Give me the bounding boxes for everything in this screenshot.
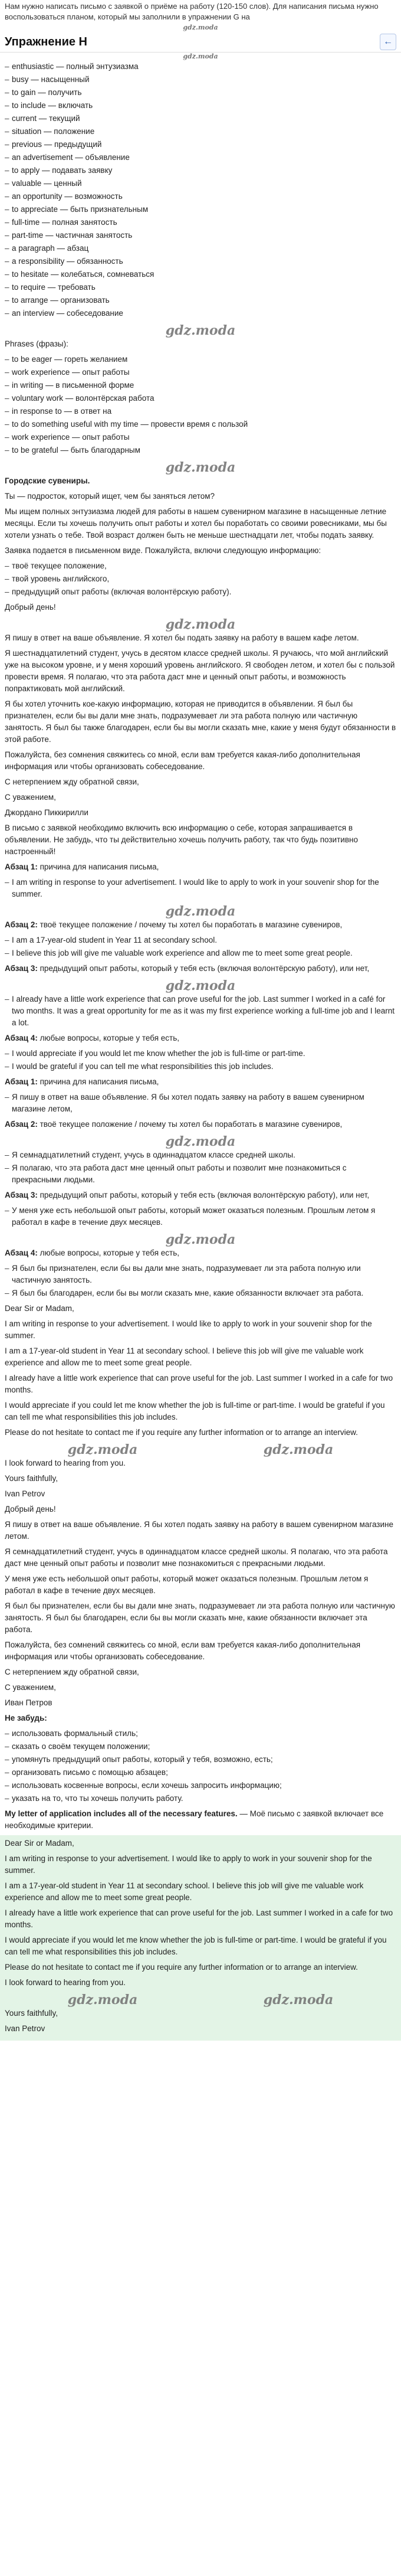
ad-text: Мы ищем полных энтузиазма людей для работы в нашем сувенирном магазине в насыщенные летние месяцы. Если ты хочешь получить опыт работы и хотел бы поработать со своими ровесниками, мы бы хотели узнать о тебе. Твой возраст должен быть не меньше шестнадцати лет, чтобы подать заявку. [5,507,387,540]
ad-text: Ты — подросток, который ищет, чем бы заняться летом? [5,492,215,501]
paragraph: I would appreciate if you would let me know whether the job is full-time or part-time. I would be grateful if you can tell me what responsibilities this job includes. [5,1936,387,1956]
list-item: – situation — положение [5,126,396,138]
list-item: – I already have a little work experience that can prove useful for the job. Last summer I worked in a café for two months. It was a great opportunity for me as it was my first experience working a full-time job and I learnt a lot. [5,993,396,1029]
list-item: – work experience — опыт работы [5,431,396,443]
final-check: My letter of application includes all of the necessary features. — Моё письмо с заявкой включает все необходимые критерии. [5,1809,384,1830]
paragraph-plan: Абзац 2: твоё текущее положение / почему ты хотел бы поработать в магазине сувениров, [5,920,343,929]
list-item: – сказать о своём текущем положении; [5,1741,396,1753]
list-item: – to gain — получить [5,87,396,99]
list-item: – Я был бы благодарен, если бы вы могли сказать мне, какие обязанности включает эта работа. [5,1287,396,1299]
paragraph: Dear Sir or Madam, [5,1839,74,1848]
watermark: gdz.moda [165,978,236,993]
paragraph: Ivan Petrov [5,2024,45,2033]
watermark: gdz.moda gdz.moda [67,1992,334,2008]
paragraph: I already have a little work experience that can prove useful for the job. Last summer I worked in a cafe for two months. [5,1908,393,1929]
list-item: – Я был бы признателен, если бы вы дали мне знать, подразумевает ли эта работа полную или частичную занятость. [5,1263,396,1286]
list-item: – to be grateful — быть благодарным [5,444,396,456]
paragraph: Yours faithfully, [5,2009,58,2018]
list-item: – to arrange — организовать [5,295,396,306]
paragraph-plan: Абзац 4: любые вопросы, которые у тебя есть, [5,1248,179,1257]
list-item: – использовать формальный стиль; [5,1728,396,1740]
ad-title: Городские сувениры. [5,476,90,485]
paragraph-plan: Абзац 4: любые вопросы, которые у тебя есть, [5,1034,179,1042]
watermark: gdz.moda [165,617,236,632]
paragraph: Я шестнадцатилетний студент, учусь в десятом классе средней школы. Я ручаюсь, что мой английский уже на высоком уровне, и у меня хороший уровень английского. Я свободен летом, и хотел бы с пользой провести время. Я полагаю, что эта работа даст мне и ценный опыт работы, и возможность попрактиковать мой английский. [5,649,395,693]
list-item: – full-time — полная занятость [5,217,396,228]
list-item: – I believe this job will give me valuable work experience and allow me to meet some great people. [5,947,396,959]
list-item: – a responsibility — обязанность [5,256,396,267]
paragraph: С уважением, [5,793,56,802]
final-letter [0,1835,401,2041]
watermark: gdz.moda gdz.moda [67,1442,334,1457]
paragraph: I am writing in response to your advertisement. I would like to apply to work in your souvenir shop for the summer. [5,1854,372,1875]
list-item: – to include — включать [5,100,396,112]
paragraph: Please do not hesitate to contact me if you require any further information or to arrange an interview. [5,1963,358,1972]
list-item: – Я семнадцатилетний студент, учусь в одиннадцатом классе средней школы. [5,1149,396,1161]
list-item: – to be eager — гореть желанием [5,354,396,365]
list-item: – to require — требовать [5,282,396,293]
list-item: – Я полагаю, что эта работа даст мне ценный опыт работы и позволит мне познакомиться с прекрасными людьми. [5,1162,396,1186]
list-item: – in response to — в ответ на [5,406,396,417]
list-item: – Я пишу в ответ на ваше объявление. Я бы хотел подать заявку на работу в вашем сувенирном магазине летом, [5,1091,396,1115]
watermark: gdz.moda [183,24,218,31]
list-item: – У меня уже есть небольшой опыт работы, который может оказаться полезным. Прошлым летом я работал в кафе в течение двух месяцев. [5,1205,396,1228]
list-item: – valuable — ценный [5,178,396,189]
list-item: – part-time — частичная занятость [5,230,396,241]
list-item: – предыдущий опыт работы (включая волонтёрскую работу). [5,586,396,598]
list-item: – упомянуть предыдущий опыт работы, который у тебя, возможно, есть; [5,1754,396,1766]
phrases-list [5,354,396,456]
list-item: – enthusiastic — полный энтузиазма [5,61,396,73]
paragraph: Иван Петров [5,1698,52,1707]
list-item: – an interview — собеседование [5,308,396,319]
list-item: – in writing — в письменной форме [5,380,396,391]
paragraph: I would appreciate if you could let me know whether the job is full-time or part-time. I would be grateful if you can tell me what responsibilities this job includes. [5,1401,385,1421]
watermark: gdz.moda [183,53,218,60]
list-item: – указать на то, что ты хочешь получить работу. [5,1793,396,1804]
paragraph: С нетерпением жду обратной связи, [5,777,139,786]
paragraph: Я был бы признателен, если бы вы дали мне знать, подразумевает ли эта работа полную или частичную занятость. Я был бы благодарен, если бы вы могли сказать мне, какие обязанности включает эта работа. [5,1601,395,1634]
list-item: – current — текущий [5,113,396,125]
list-item: – previous — предыдущий [5,139,396,151]
paragraph: Джордано Пиккирилли [5,808,88,817]
content [0,53,401,2041]
paragraph: I look forward to hearing from you. [5,1459,126,1467]
reminder-list [5,1728,396,1804]
list-item: – I would appreciate if you would let me know whether the job is full-time or part-time. [5,1048,396,1060]
paragraph: I look forward to hearing from you. [5,1978,126,1987]
greeting: Добрый день! [5,603,56,612]
paragraph: У меня уже есть небольшой опыт работы, который может оказаться полезным. Прошлым летом я работал в кафе в течение двух месяцев. [5,1574,369,1595]
paragraph: Пожалуйста, без сомнений свяжитесь со мной, если вам требуется какая-либо дополнительная информация или чтобы организовать собеседование. [5,1640,361,1661]
paragraph: Пожалуйста, без сомнения свяжитесь со мной, если вам требуется какая-либо дополнительная информация или чтобы организовать собеседование. [5,750,360,771]
exercise-header [0,32,401,53]
list-item: – I would be grateful if you can tell me what responsibilities this job includes. [5,1061,396,1073]
ad-items [5,560,396,598]
paragraph: Я пишу в ответ на ваше объявление. Я хотел бы подать заявку на работу в вашем кафе летом. [5,633,359,642]
watermark: gdz.moda [165,1134,236,1149]
paragraph: Добрый день! [5,1505,56,1513]
list-item: – to apply — подавать заявку [5,165,396,176]
paragraph: В письмо с заявкой необходимо включить всю информацию о себе, которая запрашивается в объявлении. Не забудь, что ты действительно хочешь получить работу, так что будь позитивно настроенный! [5,823,358,856]
list-item: – to appreciate — быть признательным [5,204,396,215]
paragraph: Yours faithfully, [5,1474,58,1483]
paragraph: Я бы хотел уточнить кое-какую информацию, которая не приводится в объявлении. Я был бы признателен, если бы вы дали мне знать, подразумевает ли эта работа полную или частичную занятость. Я был бы также благодарен, если бы вы могли сказать мне, какие у меня будут обязанности в этой работе. [5,699,396,744]
vocab-list [5,61,396,319]
paragraph: I am a 17-year-old student in Year 11 at secondary school. I believe this job will give me valuable work experience and allow me to meet some great people. [5,1881,364,1902]
paragraph: I already have a little work experience that can prove useful for the job. Last summer I worked in a cafe for two months. [5,1374,393,1394]
paragraph: I am a 17-year-old student in Year 11 at secondary school. I believe this job will give me valuable work experience and allow me to meet some great people. [5,1346,364,1367]
page-title: Упражнение H [5,35,87,48]
arrow-left-icon[interactable]: ← [380,34,396,50]
list-item: – to hesitate — колебаться, сомневаться [5,269,396,280]
list-item: – твой уровень английского, [5,573,396,585]
intro-text: Нам нужно написать письмо с заявкой о приёме на работу (120-150 слов). Для написания письма нужно воспользоваться планом, который мы заполнили в упражнении G на [5,2,379,21]
paragraph: Please do not hesitate to contact me if you require any further information or to arrange an interview. [5,1428,358,1437]
paragraph: I am writing in response to your advertisement. I would like to apply to work in your souvenir shop for the summer. [5,1319,372,1340]
watermark: gdz.moda [165,1232,236,1247]
list-item: – организовать письмо с помощью абзацев; [5,1767,396,1779]
paragraph: Dear Sir or Madam, [5,1304,74,1313]
list-item: – твоё текущее положение, [5,560,396,572]
paragraph: С нетерпением жду обратной связи, [5,1668,139,1676]
watermark: gdz.moda [165,904,236,919]
list-item: – I am writing in response to your advertisement. I would like to apply to work in your souvenir shop for the summer. [5,877,396,900]
paragraph-plan: Абзац 3: предыдущий опыт работы, который у тебя есть (включая волонтёрскую работу), или нет, [5,964,370,973]
list-item: – to do something useful with my time — провести время с пользой [5,419,396,430]
paragraph-plan: Абзац 1: причина для написания письма, [5,862,159,871]
list-item: – a paragraph — абзац [5,243,396,254]
list-item: – busy — насыщенный [5,74,396,86]
list-item: – I am a 17-year-old student in Year 11 at secondary school. [5,934,396,946]
reminder-title: Не забудь: [5,1714,47,1722]
list-item: – использовать косвенные вопросы, если хочешь запросить информацию; [5,1780,396,1792]
list-item: – work experience — опыт работы [5,367,396,378]
paragraph-plan: Абзац 3: предыдущий опыт работы, который у тебя есть (включая волонтёрскую работу), или нет, [5,1191,370,1199]
list-item: – an advertisement — объявление [5,152,396,164]
list-item: – voluntary work — волонтёрская работа [5,393,396,404]
paragraph: Я пишу в ответ на ваше объявление. Я бы хотел подать заявку на работу в вашем сувенирном магазине летом. [5,1520,393,1541]
watermark: gdz.moda [165,323,236,338]
paragraph: Я семнадцатилетний студент, учусь в одиннадцатом классе средней школы. Я полагаю, что эта работа даст мне ценный опыт работы и позволит мне познакомиться с прекрасными людьми. [5,1547,388,1568]
list-item: – an opportunity — возможность [5,191,396,202]
watermark: gdz.moda [165,460,236,475]
ad-text: Заявка подается в письменном виде. Пожалуйста, включи следующую информацию: [5,546,321,555]
paragraph-plan: Абзац 1: причина для написания письма, [5,1077,159,1086]
paragraph: Ivan Petrov [5,1489,45,1498]
paragraph: С уважением, [5,1683,56,1692]
paragraph-plan: Абзац 2: твоё текущее положение / почему ты хотел бы поработать в магазине сувениров, [5,1120,343,1129]
phrases-title: Phrases (фразы): [5,339,68,348]
